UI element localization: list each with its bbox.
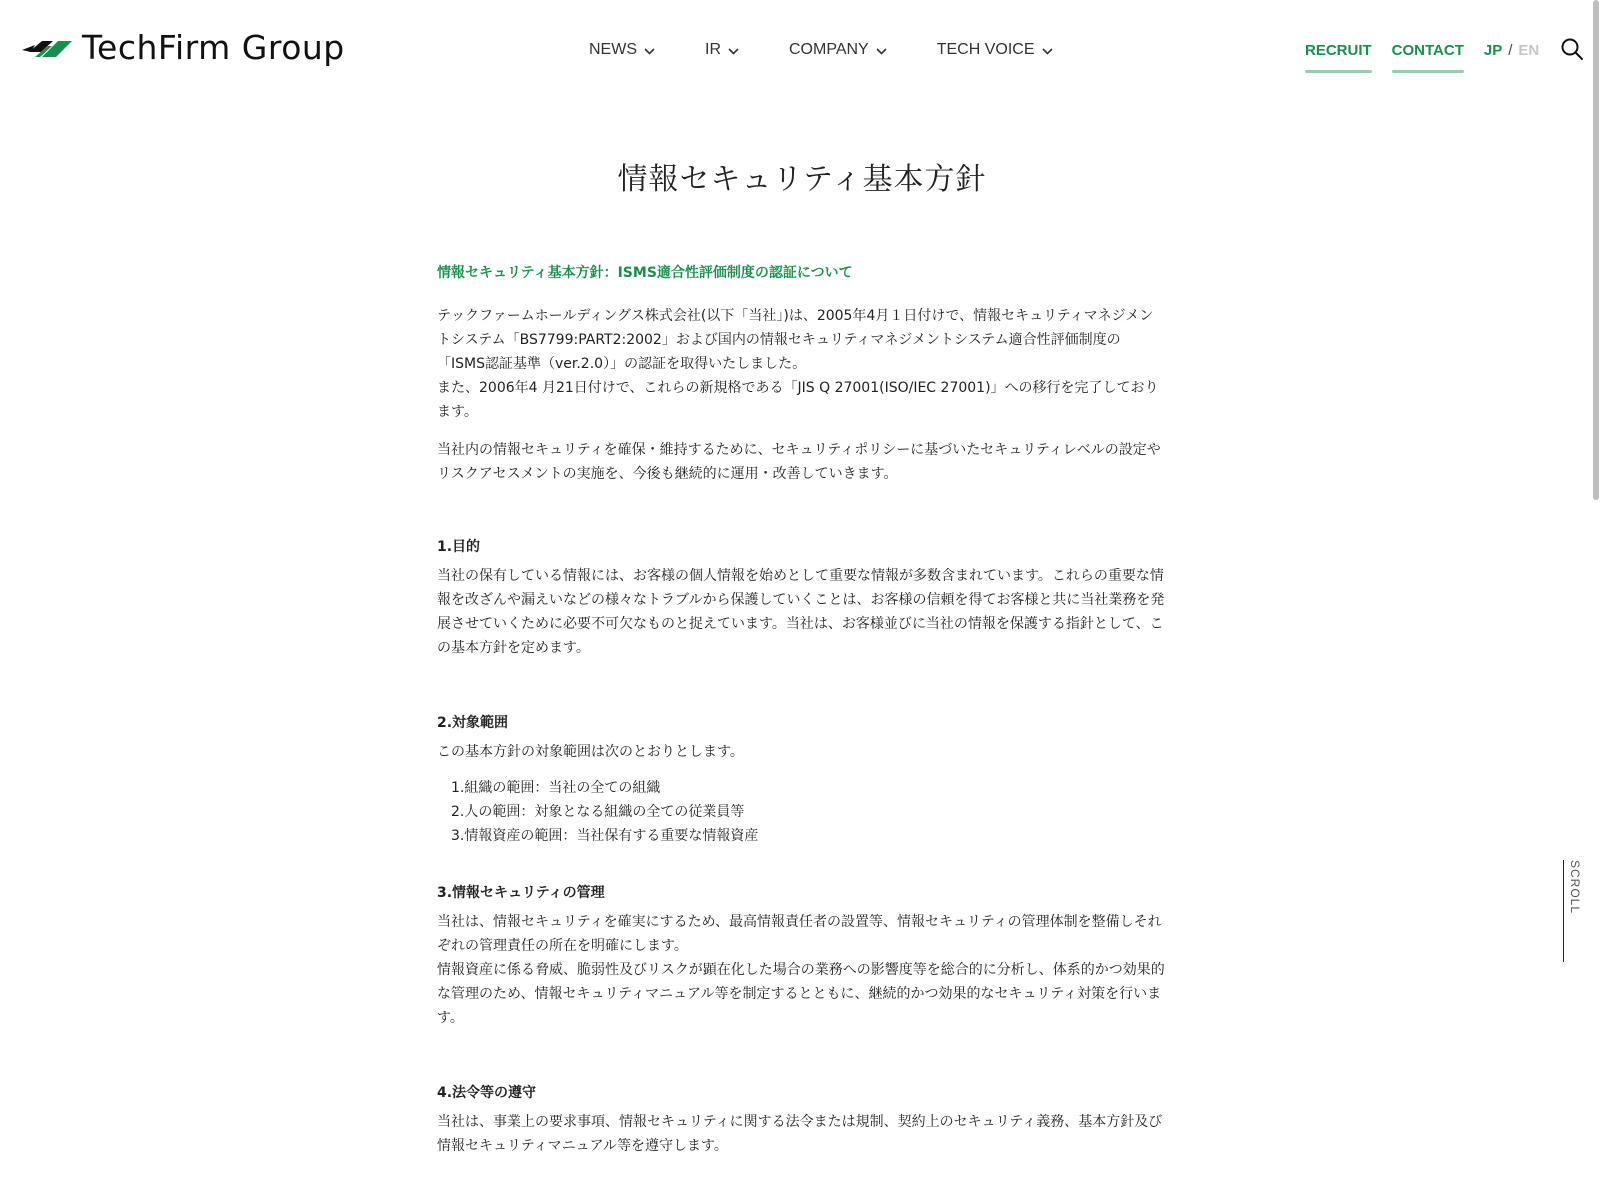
- chevron-down-icon: [1042, 48, 1053, 55]
- intro-paragraph-1a: テックファームホールディングス株式会社(以下「当社」)は、2005年4月１日付けで、情報セキュリティマネジメントシステム「BS7799:PART2:2002」および国内の情報セキュリティマネジメントシステム適合性評価制度の「ISMS認証基準（ver.2.0）」の認証を取得いたしました。: [437, 308, 1154, 372]
- intro-paragraph-1b: また、2006年4 月21日付けで、これらの新規格である「JIS Q 27001(ISO/IEC 27001)」への移行を完了しております。: [437, 380, 1159, 420]
- recruit-link[interactable]: [1305, 42, 1372, 59]
- lang-separator: /: [1508, 41, 1513, 59]
- chevron-down-icon: [728, 48, 739, 55]
- section-title: 3.情報セキュリティの管理: [437, 885, 605, 901]
- lang-en-link[interactable]: EN: [1518, 41, 1540, 59]
- nav-ir-label: IR: [705, 41, 721, 58]
- section-management: [437, 882, 1167, 1030]
- nav-news[interactable]: [589, 41, 655, 59]
- nav-news-label: NEWS: [589, 41, 637, 58]
- main-content: [437, 150, 1167, 1158]
- section-purpose: [437, 536, 1167, 660]
- scroll-indicator-label: SCROLL: [1568, 860, 1582, 915]
- chevron-down-icon: [876, 48, 887, 55]
- nav-ir[interactable]: [705, 41, 739, 59]
- chevron-down-icon: [644, 48, 655, 55]
- section-body: 当社は、事業上の要求事項、情報セキュリティに関する法令または規制、契約上のセキュリティ義務、基本方針及び情報セキュリティマニュアル等を遵守します。: [437, 1114, 1163, 1154]
- language-switcher: [1484, 42, 1539, 59]
- list-item: 2.人の範囲：対象となる組織の全ての従業員等: [451, 804, 745, 820]
- intro-block: [437, 304, 1167, 424]
- section-body-a: 当社は、情報セキュリティを確実にするため、最高情報責任者の設置等、情報セキュリティの管理体制を整備しそれぞれの管理責任の所在を明確にします。: [437, 914, 1162, 954]
- contact-underline: [1392, 70, 1464, 73]
- lang-jp-link[interactable]: JP: [1483, 41, 1503, 59]
- section-compliance: [437, 1082, 1167, 1158]
- scrollbar-thumb[interactable]: [1593, 0, 1599, 500]
- scroll-indicator: [1562, 860, 1582, 962]
- page-scrollbar[interactable]: [1592, 0, 1600, 1200]
- isms-sub-heading: 情報セキュリティ基本方針：ISMS適合性評価制度の認証について: [437, 265, 853, 281]
- section-title: 2.対象範囲: [437, 715, 509, 731]
- list-item: 1.組織の範囲：当社の全ての組織: [451, 780, 661, 796]
- section-title: 1.目的: [437, 539, 481, 555]
- nav-company[interactable]: [789, 41, 887, 59]
- section-body: この基本方針の対象範囲は次のとおりとします。: [437, 744, 744, 760]
- contact-label: CONTACT: [1391, 41, 1464, 59]
- contact-link[interactable]: [1392, 42, 1464, 59]
- section-body-b: 情報資産に係る脅威、脆弱性及びリスクが顕在化した場合の業務への影響度等を総合的に分析し、体系的かつ効果的な管理のため、情報セキュリティマニュアル等を制定するとともに、継続的かつ効果的なセキュリティ対策を行います。: [437, 962, 1165, 1026]
- utility-nav: [1305, 38, 1539, 62]
- nav-company-label: COMPANY: [789, 41, 869, 58]
- list-item: 3.情報資産の範囲：当社保有する重要な情報資産: [451, 828, 759, 844]
- recruit-label: RECRUIT: [1305, 41, 1372, 59]
- main-nav: [589, 38, 1053, 62]
- scope-list: [437, 776, 1167, 848]
- techfirm-logo[interactable]: [22, 28, 345, 68]
- section-scope: [437, 712, 1167, 848]
- nav-tech-voice[interactable]: [937, 41, 1053, 59]
- section-body: 当社の保有している情報には、お客様の個人情報を始めとして重要な情報が多数含まれています。これらの重要な情報を改ざんや漏えいなどの様々なトラブルから保護していくことは、お客様の信頼を得てお客様と共に当社業務を発展させていくために必要不可欠なものと捉えています。当社は、お客様並びに当社の情報を保護する指針として、この基本方針を定めます。: [437, 568, 1165, 656]
- recruit-underline: [1305, 70, 1372, 73]
- page-title: 情報セキュリティ基本方針: [617, 162, 987, 197]
- intro-paragraph-2: 当社内の情報セキュリティを確保・維持するために、セキュリティポリシーに基づいたセキュリティレベルの設定やリスクアセスメントの実施を、今後も継続的に運用・改善していきます。: [437, 442, 1161, 482]
- search-icon[interactable]: [1560, 37, 1584, 61]
- logo-text: TechFirm Group: [82, 28, 345, 67]
- nav-tech-voice-label: TECH VOICE: [936, 41, 1035, 58]
- site-header: [0, 0, 1600, 100]
- techfirm-logo-mark-icon: [22, 33, 72, 63]
- section-title: 4.法令等の遵守: [437, 1085, 537, 1101]
